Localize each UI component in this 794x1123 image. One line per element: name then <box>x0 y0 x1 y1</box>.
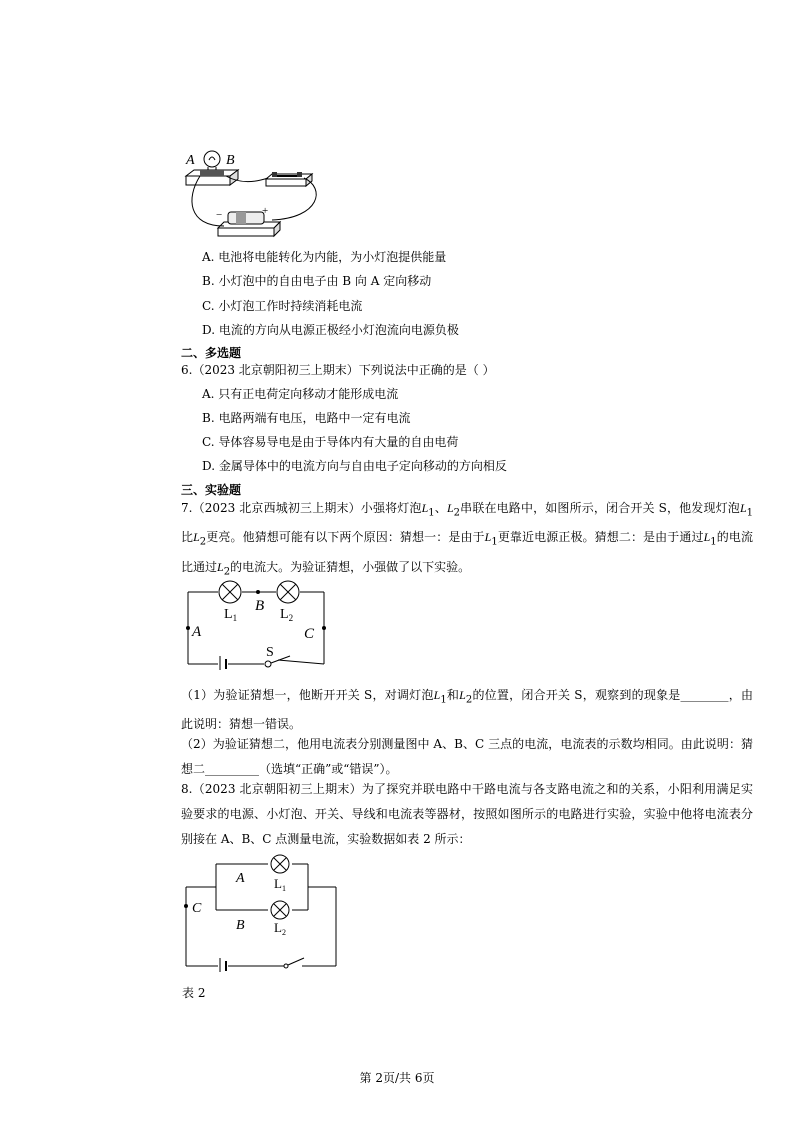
switch-icon <box>284 958 304 968</box>
lamp-l1-subscript: 1 <box>281 884 286 893</box>
label-b: B <box>226 153 235 168</box>
section-title-experiment: 三、实验题 <box>181 483 242 497</box>
plus-sign: + <box>262 205 269 217</box>
page-footer: 第 2页/共 6页 <box>359 1071 435 1085</box>
lamp-l1-icon <box>219 581 241 603</box>
q7-series-circuit-figure <box>180 578 330 670</box>
lamp-l2-label: L <box>274 920 282 935</box>
q5-option-d: D. 电流的方向从电源正极经小灯泡流向电源负极 <box>202 323 459 337</box>
q6-option-d: D. 金属导体中的电流方向与自由电子定向移动的方向相反 <box>202 459 507 473</box>
node-b <box>256 590 260 594</box>
q6-option-c: C. 导体容易导电是由于导体内有大量的自由电荷 <box>202 435 459 449</box>
lamp-l1-label: L <box>224 607 233 622</box>
q7-subquestion-1: （1）为验证猜想一，他断开开关 S，对调灯泡$L_1$和$L_2$的位置，闭合开关 S，观察到的现象是________，由此说明：猜想一错误。 <box>181 688 753 732</box>
node-a <box>186 626 190 630</box>
point-c-label: C <box>192 901 202 916</box>
q5-option-a: A. 电池将电能转化为内能，为小灯泡提供能量 <box>202 250 447 264</box>
switch-label: S <box>266 645 274 660</box>
svg-text:L1 <box>224 607 237 623</box>
q7-subquestion-2: （2）为验证猜想二，他用电流表分别测量图中 A、B、C 三点的电流，电流表的示数均相同。由此说明：猜想二_________（选填“正确”或“错误”）。 <box>181 737 753 776</box>
q8-stem: 8.（2023 北京朝阳初三上期末）为了探究并联电路中干路电流与各支路电流之和的关系，小阳利用满足实验要求的电源、小灯泡、开关、导线和电流表等器材，按照如图所示的电路进行实验，实验中他将电流表分别接在 A、B、C 点测量电流，实验数据如表 2 所示： <box>181 782 753 846</box>
point-a-label: A <box>192 624 202 640</box>
q6-stem: 6.（2023 北京朝阳初三上期末）下列说法中正确的是（ ） <box>181 363 495 377</box>
q6-option-b: B. 电路两端有电压，电路中一定有电流 <box>202 411 411 425</box>
table-caption: 表 2 <box>182 986 206 1000</box>
point-a-label: A <box>236 871 245 886</box>
lamp-l1-label: L <box>274 876 282 891</box>
svg-text:L2 <box>274 920 286 937</box>
q5-option-b: B. 小灯泡中的自由电子由 B 向 A 定向移动 <box>202 274 432 288</box>
label-a: A <box>186 153 195 168</box>
point-b-label: B <box>236 918 245 933</box>
q6-option-a: A. 只有正电荷定向移动才能形成电流 <box>202 387 399 401</box>
lamp-l2-subscript: 2 <box>288 613 294 623</box>
svg-text:L2 <box>280 607 293 623</box>
q7-stem: 7.（2023 北京西城初三上期末）小强将灯泡$L_1$、$L_2$串联在电路中，如图所示，闭合开关 S，他发现灯泡$L_1$比$L_2$更亮。他猜想可能有以下两个原因：猜想一：是由于$L_1$更靠近电源正极。猜想二：是由于通过$L_1$的电流比通过$L_2$的电流大。为验证猜想，小强做了以下实验。 <box>181 501 753 578</box>
q5-option-c: C. 小灯泡工作时持续消耗电流 <box>202 299 363 313</box>
node-c <box>322 626 326 630</box>
lamp-l1-subscript: 1 <box>232 613 238 623</box>
point-c-label: C <box>304 626 315 642</box>
battery-icon <box>220 958 226 972</box>
lamp-l2-label: L <box>280 607 289 622</box>
battery-icon <box>220 656 226 670</box>
lamp-l2-icon <box>277 581 299 603</box>
q5-circuit-figure <box>180 148 330 244</box>
node-c <box>184 904 188 908</box>
section-title-multiple-choice: 二、多选题 <box>181 346 242 360</box>
q8-parallel-circuit-figure <box>180 850 340 972</box>
minus-sign: − <box>216 209 223 221</box>
lamp-l1-icon <box>271 855 289 873</box>
lamp-l2-icon <box>271 901 289 919</box>
bulb-icon <box>204 151 220 172</box>
point-b-label: B <box>255 598 265 614</box>
svg-text:L1 <box>274 876 286 893</box>
lamp-l2-subscript: 2 <box>281 928 286 937</box>
